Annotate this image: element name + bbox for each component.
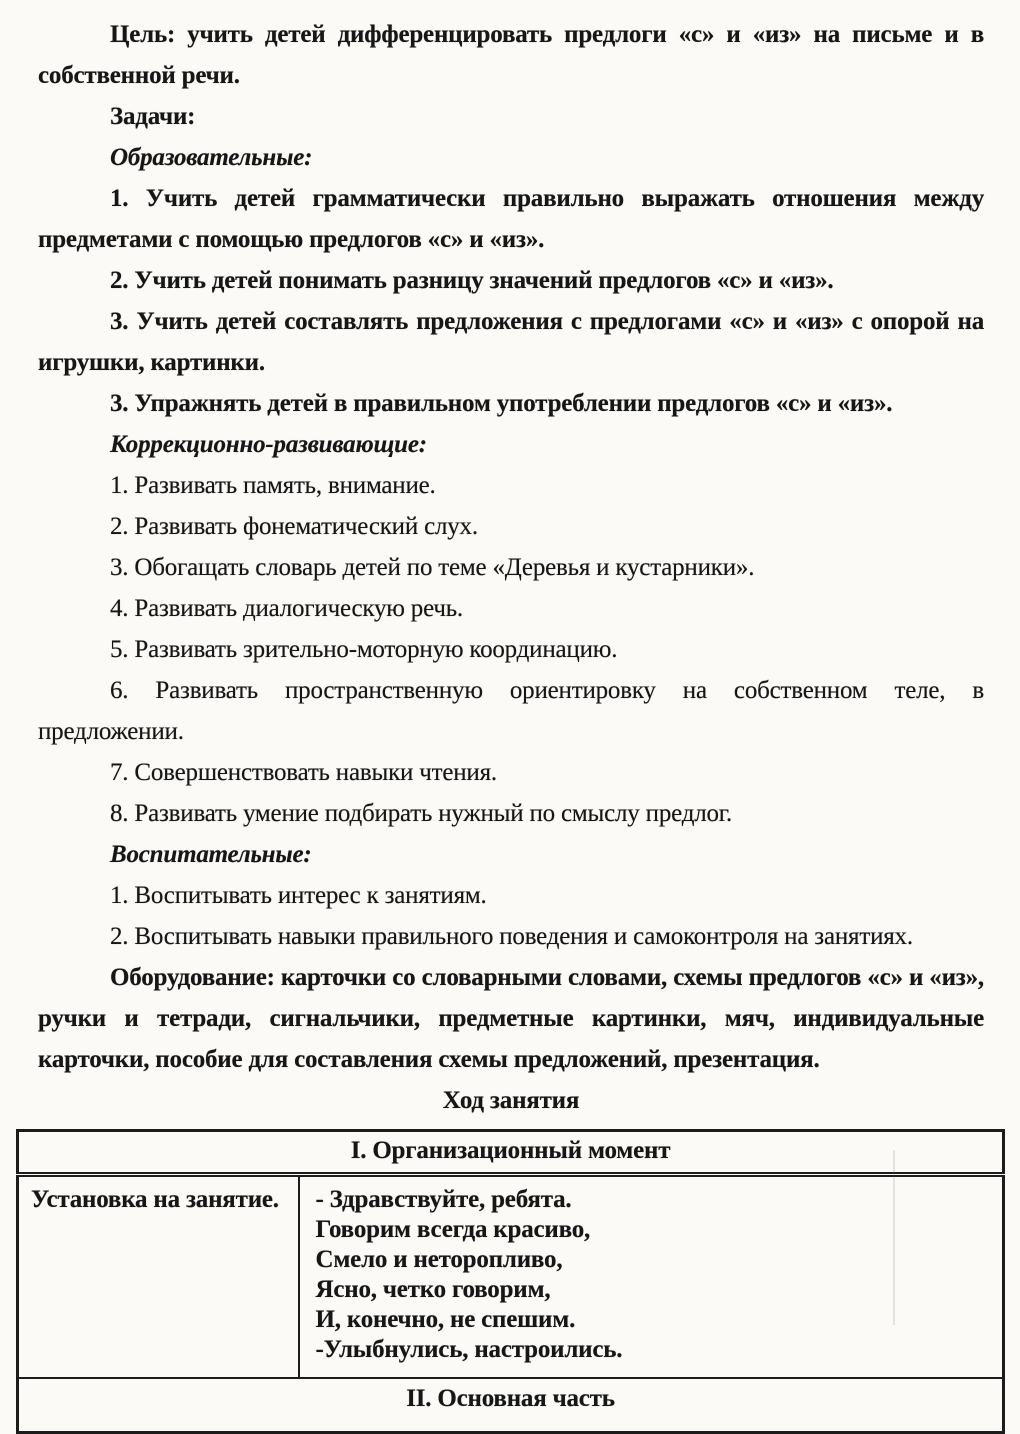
- table-row: [18, 1175, 1004, 1379]
- educational-item: 3. Упражнять детей в правильном употреблении предлогов «с» и «из».: [110, 390, 893, 417]
- educational-item: 1. Учить детей грамматически правильно выражать отношения между предметами с помощью предлогов «с» и «из».: [38, 185, 984, 253]
- tasks-heading: Задачи:: [110, 103, 196, 130]
- scan-artifact-line: [893, 1150, 895, 1325]
- section-1-header: I. Организационный момент: [18, 1131, 1004, 1175]
- educational-item: 3. Учить детей составлять предложения с предлогами «с» и «из» с опорой на игрушки, картинки.: [38, 308, 984, 376]
- correctional-item: 6. Развивать пространственную ориентировку на собственном теле, в предложении.: [38, 677, 984, 745]
- speech-line: - Здравствуйте, ребята.: [315, 1186, 572, 1213]
- correctional-item: 4. Развивать диалогическую речь.: [110, 595, 463, 622]
- activity-cell: Установка на занятие.: [18, 1175, 299, 1379]
- equipment-paragraph: [38, 957, 984, 1080]
- section-2-row: [18, 1378, 1004, 1433]
- speech-line: Говорим всегда красиво,: [315, 1216, 591, 1243]
- goal-paragraph: [38, 14, 984, 96]
- goal-text: учить детей дифференцировать предлоги «с» и «из» на письме и в собственной речи.: [38, 21, 984, 89]
- educational-item: 2. Учить детей понимать разницу значений предлогов «с» и «из».: [110, 267, 834, 294]
- upbringing-item: 1. Воспитывать интерес к занятиям.: [110, 882, 487, 909]
- correctional-item: 7. Совершенствовать навыки чтения.: [110, 759, 497, 786]
- correctional-item: 3. Обогащать словарь детей по теме «Деревья и кустарники».: [110, 554, 755, 581]
- speech-cell: [299, 1175, 1004, 1379]
- goal-label: Цель:: [110, 21, 176, 48]
- section-2-header: II. Основная часть: [18, 1378, 1004, 1433]
- equipment-text: карточки со словарными словами, схемы предлогов «с» и «из», ручки и тетради, сигнальчики, предметные картинки, мяч, индивидуальные карточки, пособие для составления схемы предложений, презентация.: [38, 964, 984, 1073]
- correctional-heading: Коррекционно-развивающие:: [110, 431, 427, 458]
- upbringing-heading: Воспитательные:: [110, 841, 312, 868]
- lesson-plan-table: [16, 1129, 1005, 1434]
- correctional-item: 2. Развивать фонематический слух.: [110, 513, 478, 540]
- upbringing-item: 2. Воспитывать навыки правильного поведения и самоконтроля на занятиях.: [110, 923, 913, 950]
- speech-line: Смело и неторопливо,: [315, 1246, 563, 1273]
- educational-heading: Образовательные:: [110, 144, 313, 171]
- speech-line: Ясно, четко говорим,: [315, 1276, 551, 1303]
- correctional-item: 8. Развивать умение подбирать нужный по смыслу предлог.: [110, 800, 733, 827]
- speech-line: И, конечно, не спешим.: [315, 1306, 576, 1333]
- correctional-item: 1. Развивать память, внимание.: [110, 472, 436, 499]
- lesson-course-heading: Ход занятия: [442, 1087, 580, 1114]
- equipment-label: Оборудование:: [110, 964, 275, 991]
- section-1-row: [18, 1131, 1004, 1175]
- speech-line: -Улыбнулись, настроились.: [315, 1336, 623, 1363]
- correctional-item: 5. Развивать зрительно-моторную координацию.: [110, 636, 618, 663]
